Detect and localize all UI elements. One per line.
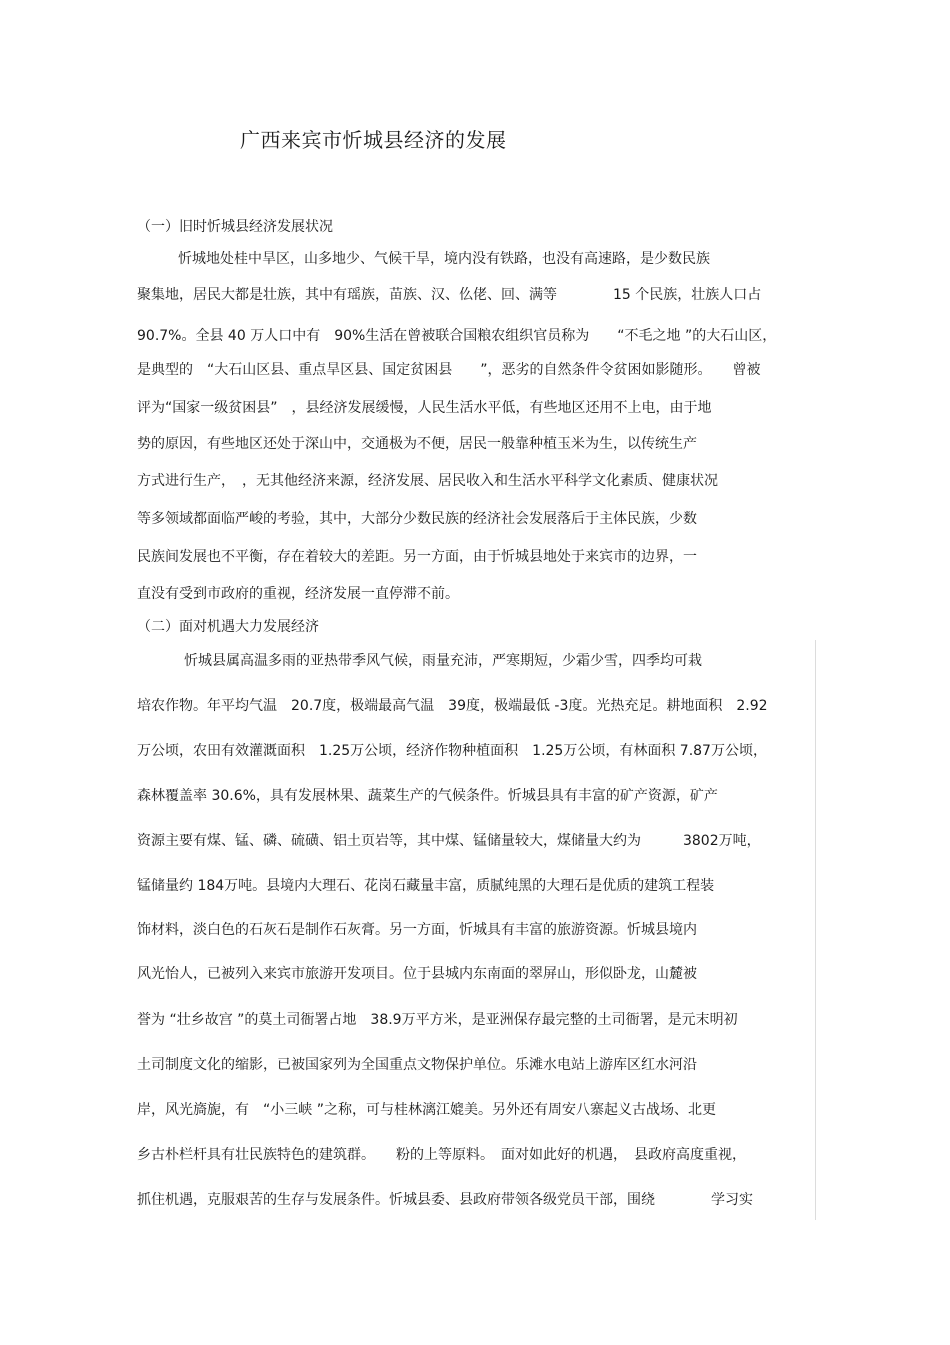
paragraph-line: 势的原因，有些地区还处于深山中，交通极为不便，居民一般靠种植玉米为生，以传统生产: [137, 436, 697, 452]
paragraph-line: 等多领域都面临严峻的考验，其中，大部分少数民族的经济社会发展落后于主体民族，少数: [137, 511, 697, 527]
paragraph-line: 岸，风光旖旎，有 “小三峡 ”之称，可与桂林漓江媲美。另外还有周安八寨起义古战场、北更: [137, 1102, 716, 1118]
paragraph-line: 是典型的 “大石山区县、重点旱区县、国定贫困县 ”，恶劣的自然条件令贫困如影随形。 曾被: [137, 362, 761, 378]
paragraph-line: 风光怡人，已被列入来宾市旅游开发项目。位于县城内东南面的翠屏山，形似卧龙，山麓被: [137, 966, 697, 982]
paragraph-line: 90.7%。全县 40 万人口中有 90%生活在曾被联合国粮农组织官员称为 “不毛之地 ”的大石山区，: [137, 328, 777, 344]
paragraph-line: 方式进行生产， ，无其他经济来源，经济发展、居民收入和生活水平科学文化素质、健康状况: [137, 473, 718, 489]
paragraph-line: 民族间发展也不平衡，存在着较大的差距。另一方面，由于忻城县地处于来宾市的边界，一: [137, 549, 697, 565]
section-1-heading: （一）旧时忻城县经济发展状况: [137, 219, 333, 235]
margin-rule: [815, 640, 816, 1220]
paragraph-line: 资源主要有煤、锰、磷、硫磺、铝土页岩等，其中煤、锰储量较大，煤储量大约为 3802万吨，: [137, 833, 761, 849]
paragraph-line: 忻城地处桂中旱区，山多地少、气候干旱，境内没有铁路，也没有高速路，是少数民族: [178, 251, 710, 267]
paragraph-line: 忻城县属高温多雨的亚热带季风气候，雨量充沛，严寒期短，少霜少雪，四季均可栽: [184, 653, 702, 669]
paragraph-line: 森林覆盖率 30.6%，具有发展林果、蔬菜生产的气候条件。忻城县具有丰富的矿产资源，矿产: [137, 788, 718, 804]
document-title: 广西来宾市忻城县经济的发展: [240, 128, 507, 152]
paragraph-line: 抓住机遇，克服艰苦的生存与发展条件。忻城县委、县政府带领各级党员干部，围绕 学习实: [137, 1192, 753, 1208]
paragraph-line: 直没有受到市政府的重视，经济发展一直停滞不前。: [137, 586, 459, 602]
paragraph-line: 土司制度文化的缩影，已被国家列为全国重点文物保护单位。乐滩水电站上游库区红水河沿: [137, 1057, 697, 1073]
paragraph-line: 培农作物。年平均气温 20.7度，极端最高气温 39度，极端最低 -3度。光热充足。耕地面积 2.92: [137, 698, 768, 714]
paragraph-line: 评为“国家一级贫困县” ，县经济发展缓慢，人民生活水平低，有些地区还用不上电，由于地: [137, 400, 712, 416]
paragraph-line: 锰储量约 184万吨。县境内大理石、花岗石藏量丰富，质腻纯黑的大理石是优质的建筑工程装: [137, 878, 715, 894]
paragraph-line: 乡古朴栏杆具有壮民族特色的建筑群。 粉的上等原料。 面对如此好的机遇， 县政府高度重视，: [137, 1147, 746, 1163]
paragraph-line: 饰材料，淡白色的石灰石是制作石灰膏。另一方面，忻城具有丰富的旅游资源。忻城县境内: [137, 922, 697, 938]
paragraph-line: 誉为 “壮乡故宫 ”的莫土司衙署占地 38.9万平方米，是亚洲保存最完整的土司衙署，是元末明初: [137, 1012, 738, 1028]
paragraph-line: 万公顷，农田有效灌溉面积 1.25万公顷，经济作物种植面积 1.25万公顷，有林面积 7.87万公顷，: [137, 743, 767, 759]
section-2-heading: （二）面对机遇大力发展经济: [137, 619, 319, 635]
paragraph-line: 聚集地，居民大都是壮族，其中有瑶族，苗族、汉、仫佬、回、满等 15 个民族，壮族人口占: [137, 287, 762, 303]
